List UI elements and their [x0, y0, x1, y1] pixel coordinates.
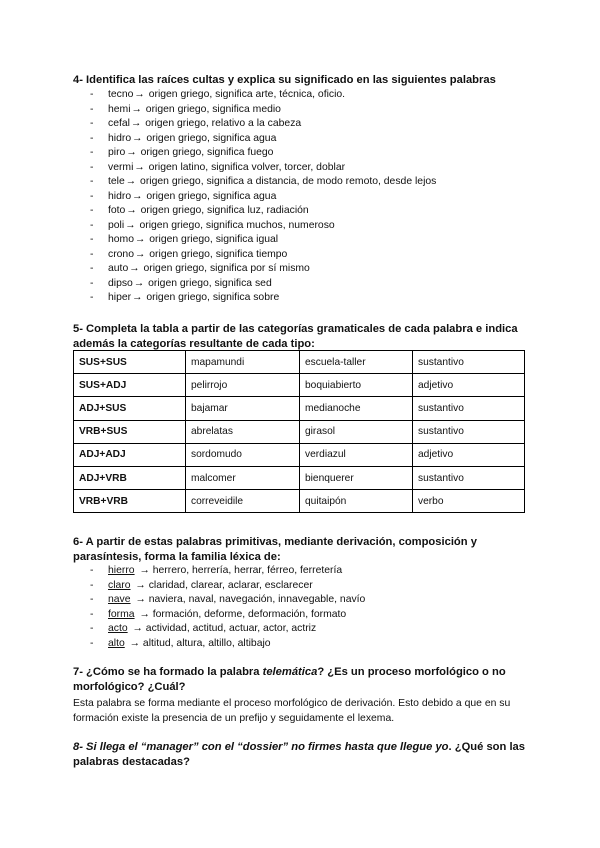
cell-word1: sordomudo	[186, 443, 300, 466]
family-list-item	[90, 593, 365, 608]
cell-type: ADJ+ADJ	[74, 443, 186, 466]
arrow-icon: →	[126, 205, 137, 216]
arrow-icon: →	[125, 219, 136, 231]
root-meaning: origen griego, significa sobre	[143, 292, 280, 303]
cell-word2: boquiabierto	[300, 374, 413, 397]
arrow-icon: →	[131, 103, 142, 115]
arrow-icon: →	[125, 176, 137, 187]
cell-type: VRB+VRB	[74, 490, 186, 513]
list-dash: -	[90, 277, 94, 289]
list-dash: -	[90, 637, 94, 649]
arrow-icon: →	[135, 248, 146, 260]
root-word: poli	[108, 219, 125, 231]
table-row	[74, 420, 525, 443]
table-row	[74, 466, 525, 489]
cell-type: VRB+SUS	[74, 420, 186, 443]
cell-word1: pelirrojo	[186, 374, 300, 397]
cell-word1: mapamundi	[186, 351, 300, 374]
family-words: claridad, clarear, aclarar, esclarecer	[145, 579, 313, 591]
root-list-item	[90, 233, 436, 248]
list-dash: -	[90, 103, 94, 115]
root-word: hemi	[108, 103, 131, 115]
arrow-icon: →	[132, 190, 143, 202]
cell-category: sustantivo	[413, 397, 525, 420]
root-list-item	[90, 146, 436, 161]
cell-type: ADJ+SUS	[74, 397, 186, 420]
list-dash: -	[90, 190, 94, 202]
root-list-item	[90, 204, 436, 219]
cell-word2: verdiazul	[300, 443, 413, 466]
list-dash: -	[90, 248, 94, 260]
root-word: crono	[108, 248, 134, 260]
root-list-item	[90, 161, 436, 176]
primitive-word: claro	[108, 579, 131, 591]
cell-word2: medianoche	[300, 397, 413, 420]
root-list-item	[90, 190, 436, 205]
arrow-icon: →	[130, 118, 142, 129]
compound-words-table	[73, 350, 525, 513]
root-word: hiper	[108, 292, 132, 303]
root-meaning: origen griego, significa fuego	[137, 147, 274, 158]
root-word: hidro	[108, 190, 132, 202]
section5-heading	[73, 322, 533, 351]
arrow-icon: →	[132, 292, 143, 303]
cell-word2: bienquerer	[300, 466, 413, 489]
root-word: vermi	[108, 161, 134, 173]
cell-word2: quitaipón	[300, 490, 413, 513]
list-dash: -	[90, 161, 94, 173]
root-word: homo	[108, 234, 134, 245]
root-list-item	[90, 277, 436, 292]
list-dash: -	[90, 205, 94, 216]
arrow-glyph: →	[132, 623, 143, 634]
cell-word2: girasol	[300, 420, 413, 443]
arrow-icon: →	[134, 89, 145, 100]
cell-word1: malcomer	[186, 466, 300, 489]
primitive-word: alto	[108, 637, 125, 649]
arrow-glyph: →	[139, 608, 150, 620]
arrow-icon: →	[135, 234, 146, 245]
list-dash: -	[90, 147, 94, 158]
section4-heading: 4- Identifica las raíces cultas y explica su significado en las siguientes palabras	[73, 74, 496, 86]
list-dash: -	[90, 132, 94, 144]
cell-word1: bajamar	[186, 397, 300, 420]
cell-type: SUS+SUS	[74, 351, 186, 374]
list-dash: -	[90, 176, 94, 187]
root-list-item	[90, 117, 436, 132]
root-list-item	[90, 88, 436, 103]
table-row	[74, 397, 525, 420]
arrow-icon: →	[129, 263, 140, 274]
table-row	[74, 490, 525, 513]
list-dash: -	[90, 118, 94, 129]
root-meaning: origen griego, significa muchos, numeroso	[136, 219, 335, 231]
cell-category: sustantivo	[413, 466, 525, 489]
cell-category: verbo	[413, 490, 525, 513]
arrow-icon: →	[133, 277, 145, 289]
list-dash: -	[90, 234, 94, 245]
arrow-glyph: →	[129, 637, 141, 649]
family-words: altitud, altura, altillo, altibajo	[140, 637, 271, 649]
root-meaning: origen latino, significa volver, torcer, doblar	[145, 161, 346, 173]
arrow-icon: →	[134, 161, 145, 173]
root-meaning: origen griego, significa medio	[142, 103, 281, 115]
list-dash: -	[90, 292, 94, 303]
section8-heading-italic: 8- Si llega el “manager” con el “dossier” no firmes hasta que llegue yo	[73, 741, 449, 753]
cell-category: adjetivo	[413, 374, 525, 397]
cell-word1: abrelatas	[186, 420, 300, 443]
list-dash: -	[90, 219, 94, 231]
family-list-item	[90, 637, 365, 652]
list-dash: -	[90, 623, 94, 634]
root-meaning: origen griego, significa agua	[143, 132, 277, 144]
section8-heading	[73, 740, 533, 769]
list-dash: -	[90, 263, 94, 274]
root-word: hidro	[108, 132, 132, 144]
primitive-word: acto	[108, 623, 128, 634]
family-list-item	[90, 622, 365, 637]
root-list-item	[90, 175, 436, 190]
root-list-item	[90, 132, 436, 147]
list-dash: -	[90, 89, 94, 100]
root-meaning: origen griego, significa por sí mismo	[140, 263, 310, 274]
root-word: cefal	[108, 118, 130, 129]
root-meaning: origen griego, significa igual	[146, 234, 279, 245]
section7-answer: Esta palabra se forma mediante el proceso morfológico de derivación. Esto debido a que en su formación existe la presencia de un prefijo y seguidamente el lexema.	[73, 698, 511, 724]
section6-heading-line2: parasíntesis, forma la familia léxica de:	[73, 550, 281, 563]
family-list-item	[90, 608, 365, 623]
cell-word1: correveidile	[186, 490, 300, 513]
cell-type: SUS+ADJ	[74, 374, 186, 397]
root-meaning: origen griego, significa a distancia, de modo remoto, desde lejos	[137, 176, 437, 187]
list-dash: -	[90, 579, 94, 591]
list-dash: -	[90, 608, 94, 620]
arrow-glyph: →	[135, 594, 146, 605]
root-word: tele	[108, 176, 125, 187]
family-words: formación, deforme, deformación, formato	[149, 608, 347, 620]
primitive-word: nave	[108, 594, 131, 605]
cell-category: sustantivo	[413, 420, 525, 443]
root-meaning: origen griego, relativo a la cabeza	[142, 118, 302, 129]
arrow-glyph: →	[135, 579, 146, 591]
lexical-family-list	[90, 564, 365, 651]
root-meaning: origen griego, significa luz, radiación	[137, 205, 309, 216]
section5-heading-line1: 5- Completa la tabla a partir de las categorías gramaticales de cada palabra e indica	[73, 323, 518, 335]
primitive-word: hierro	[108, 565, 135, 576]
root-meaning: origen griego, significa arte, técnica, oficio.	[145, 89, 346, 100]
section7-heading	[73, 665, 533, 694]
cell-category: adjetivo	[413, 443, 525, 466]
section7-heading-word: telemática	[262, 666, 318, 678]
cell-word2: escuela-taller	[300, 351, 413, 374]
family-list-item	[90, 579, 365, 594]
section6-heading	[73, 535, 533, 564]
root-word: piro	[108, 147, 126, 158]
list-dash: -	[90, 565, 94, 576]
arrow-icon: →	[126, 147, 137, 158]
root-list-item	[90, 291, 436, 306]
root-list-item	[90, 219, 436, 234]
root-word: auto	[108, 263, 129, 274]
section7-heading-pre: 7- ¿Cómo se ha formado la palabra	[73, 666, 263, 678]
arrow-glyph: →	[139, 565, 150, 576]
cell-type: ADJ+VRB	[74, 466, 186, 489]
root-meaning: origen griego, significa tiempo	[146, 248, 288, 260]
table-row	[74, 374, 525, 397]
family-words: naviera, naval, navegación, innavegable, navío	[145, 594, 366, 605]
root-list-item	[90, 248, 436, 263]
root-word: dipso	[108, 277, 133, 289]
table-row	[74, 351, 525, 374]
cell-category: sustantivo	[413, 351, 525, 374]
family-words: herrero, herrería, herrar, férreo, ferretería	[149, 565, 343, 576]
root-word: foto	[108, 205, 126, 216]
primitive-word: forma	[108, 608, 135, 620]
arrow-icon: →	[132, 132, 143, 144]
section8-heading-rest: . ¿Qué son las palabras destacadas?	[73, 741, 525, 768]
root-list-item	[90, 262, 436, 277]
root-word: tecno	[108, 89, 134, 100]
root-meaning: origen griego, significa agua	[143, 190, 277, 202]
root-meaning: origen griego, significa sed	[145, 277, 272, 289]
section5-heading-line2: además la categorías resultante de cada tipo:	[73, 337, 315, 350]
family-words: actividad, actitud, actuar, actor, actriz	[142, 623, 317, 634]
section6-heading-line1: 6- A partir de estas palabras primitivas, mediante derivación, composición y	[73, 536, 477, 548]
list-dash: -	[90, 594, 94, 605]
roots-list	[90, 88, 436, 306]
section7-heading-post: ? ¿Es un proceso morfológico o no morfológico? ¿Cuál?	[73, 666, 506, 693]
root-list-item	[90, 103, 436, 118]
table-row	[74, 443, 525, 466]
family-list-item	[90, 564, 365, 579]
